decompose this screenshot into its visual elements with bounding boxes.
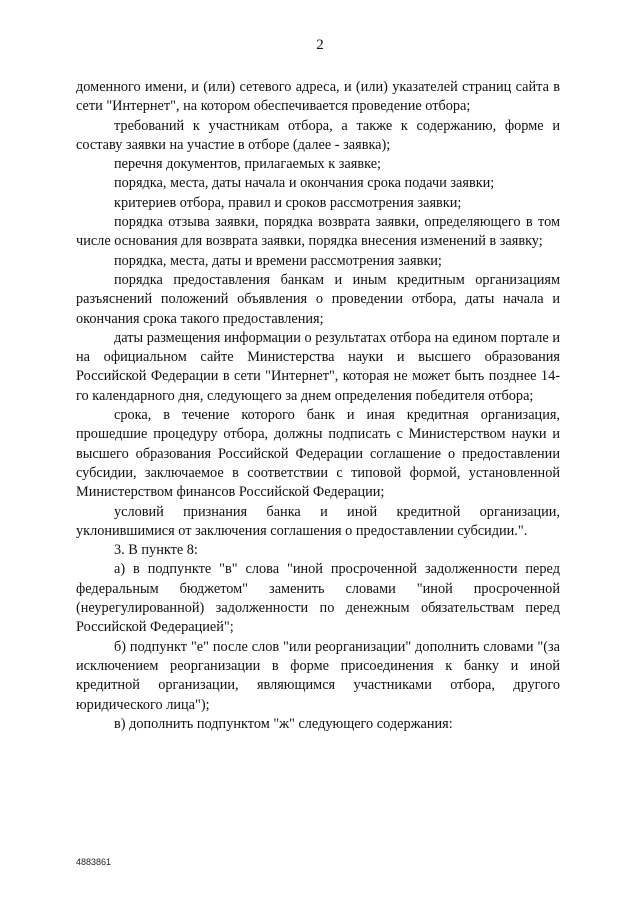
paragraph-subclause-c: в) дополнить подпунктом "ж" следующего содержания: <box>114 715 453 732</box>
paragraph-subclause-a: а) в подпункте "в" слова "иной просроченной задолженности перед федеральным бюджетом" заменить словами "иной просроченной (неурегулированной) задолженности по денежным обязательствам перед Российской Федерацией"; <box>76 561 560 636</box>
page-number: 2 <box>316 37 324 53</box>
document-code: 4883861 <box>76 857 112 867</box>
paragraph-domain-name: доменного имени, и (или) сетевого адреса, и (или) указателей страниц сайта в сети "Интернет", на котором обеспечивается проведение отбора; <box>76 79 560 115</box>
paragraph-review-time: порядка, места, даты и времени рассмотрения заявки; <box>114 252 442 269</box>
paragraph-clause-3: 3. В пункте 8: <box>114 542 198 559</box>
paragraph-agreement-deadline: срока, в течение которого банк и иная кредитная организация, прошедшие процедуру отбора, должны подписать с Министерством науки и высшего образования Российской Федерации соглашение о предоставлении субсидии, заключаемое в соответствии с типовой формой, установленной Министерством финансов Российской Федерации; <box>76 407 560 501</box>
paragraph-subclause-b: б) подпункт "е" после слов "или реорганизации" дополнить словами "(за исключением реорганизации в форме присоединения к банку и иной кредитной организации, являющимся участниками отбора, другого юридического лица"); <box>76 638 560 713</box>
paragraph-evasion-conditions: условий признания банка и иной кредитной организации, уклонившимися от заключения соглашения о предоставлении субсидии.". <box>76 503 560 539</box>
paragraph-results-publication: даты размещения информации о результатах отбора на едином портале и на официальном сайте Министерства науки и высшего образования Российской Федерации в сети "Интернет", которая не может быть позднее 14-го календарного дня, следующего за днем определения победителя отбора; <box>76 329 560 404</box>
paragraph-withdrawal-procedure: порядка отзыва заявки, порядка возврата заявки, определяющего в том числе основания для возврата заявки, порядка внесения изменений в заявку; <box>76 214 560 250</box>
paragraph-document-list: перечня документов, прилагаемых к заявке; <box>114 156 382 173</box>
paragraph-participant-requirements: требований к участникам отбора, а также к содержанию, форме и составу заявки на участие в отборе (далее - заявка); <box>76 117 560 153</box>
document-body <box>76 78 560 734</box>
paragraph-selection-criteria: критериев отбора, правил и сроков рассмотрения заявки; <box>114 194 462 211</box>
paragraph-clarifications: порядка предоставления банкам и иным кредитным организациям разъяснений положений объявления о проведении отбора, даты начала и окончания срока такого предоставления; <box>76 271 560 327</box>
paragraph-submission-terms: порядка, места, даты начала и окончания срока подачи заявки; <box>114 175 495 192</box>
